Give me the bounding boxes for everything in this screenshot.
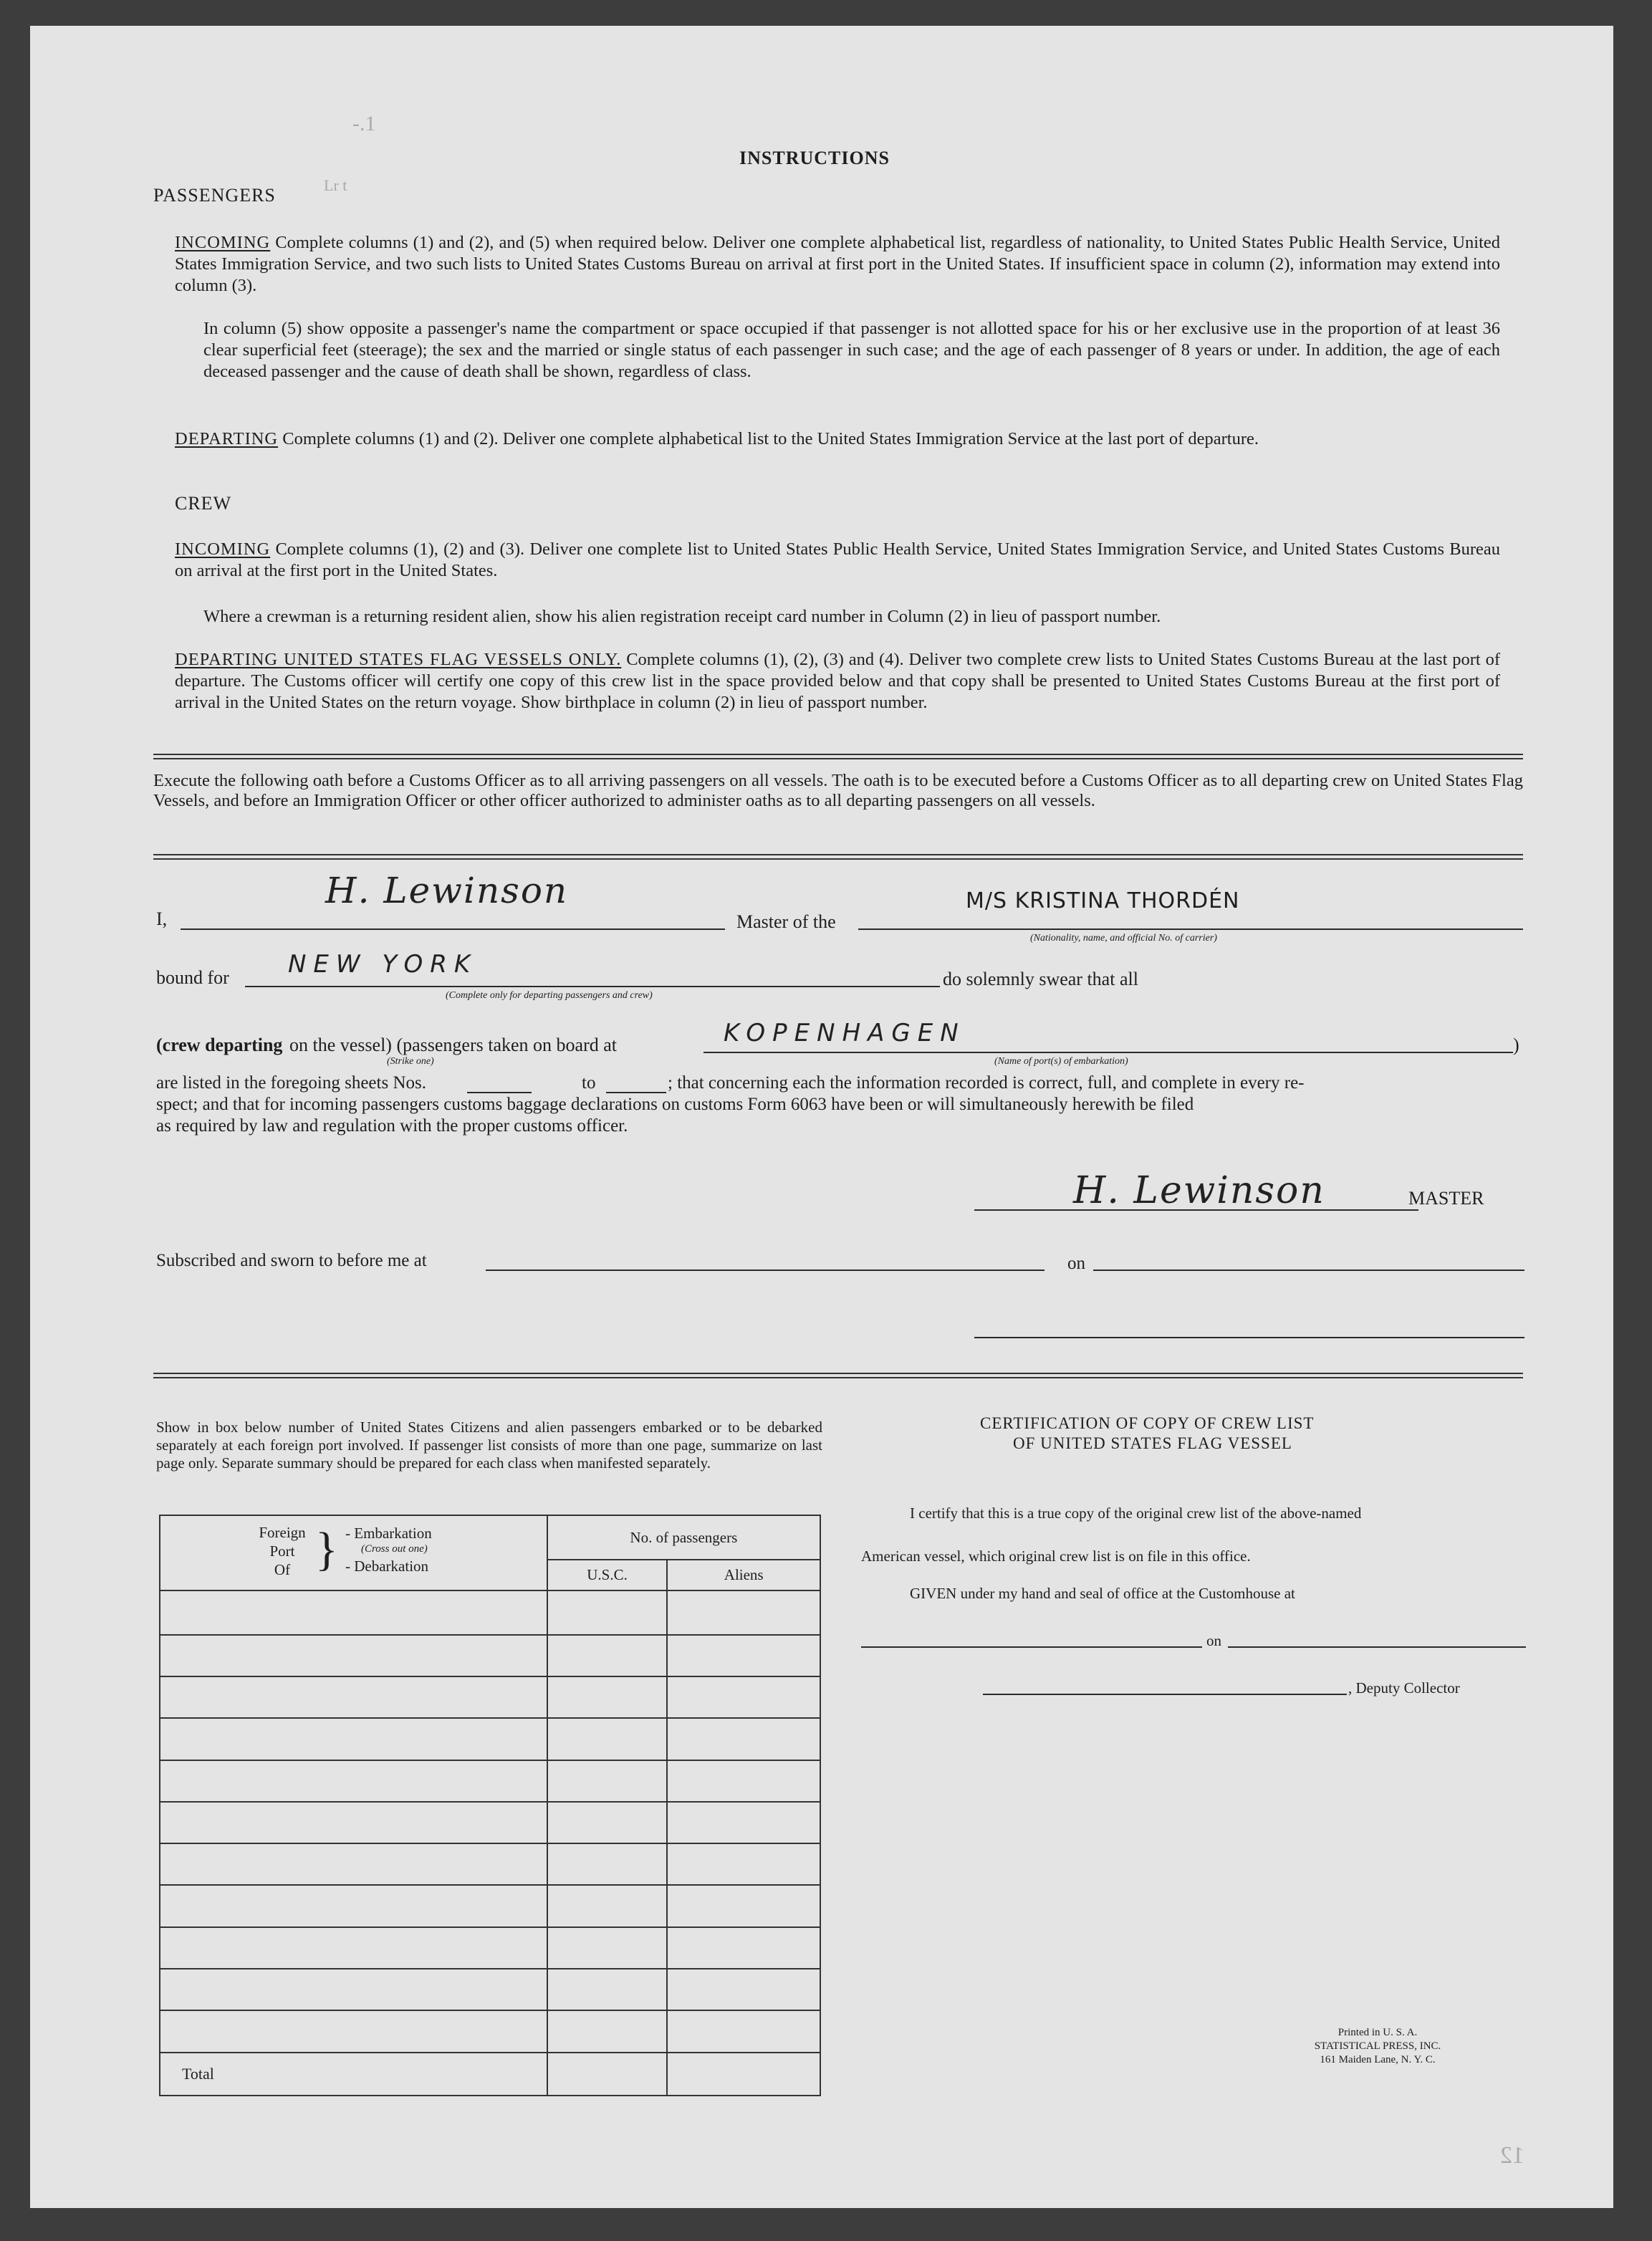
passenger-summary-table xyxy=(159,1515,821,2096)
foreign-port-header xyxy=(160,1515,547,1590)
summary-aliens-cell[interactable] xyxy=(667,1802,820,1843)
oath-i-label: I, xyxy=(156,908,168,929)
total-aliens-cell[interactable] xyxy=(667,2053,820,2096)
no-of-passengers-header: No. of passengers xyxy=(547,1515,820,1560)
divider-rule xyxy=(153,858,1523,860)
summary-port-cell[interactable] xyxy=(160,1885,547,1926)
master-of-the-label: Master of the xyxy=(736,911,836,932)
certification-title-1: CERTIFICATION OF COPY OF CREW LIST xyxy=(980,1414,1315,1432)
sheet-to-line xyxy=(606,1092,666,1093)
deputy-collector-label: , Deputy Collector xyxy=(1348,1679,1460,1697)
summary-port-cell[interactable] xyxy=(160,1760,547,1802)
officer-signature-line xyxy=(974,1337,1524,1338)
subscribed-place-line xyxy=(486,1270,1044,1271)
passengers-departing-paragraph xyxy=(175,428,1500,450)
deputy-collector-line xyxy=(983,1694,1347,1695)
divider-rule xyxy=(153,1377,1523,1378)
passengers-column5-paragraph: In column (5) show opposite a passenger's name the compartment or space occupied if that passenger is not allotted space for his or her exclusive use in the proportion of at least 36 clear superficial feet (steerage); the sex and the married or single status of each passenger in such case; and the age of each passenger of 8 years or under. In addition, the age of each deceased passenger and the cause of death shall be shown, regardless of class. xyxy=(203,319,1500,381)
summary-aliens-cell[interactable] xyxy=(667,1676,820,1718)
total-usc-cell[interactable] xyxy=(547,2053,668,2096)
listed-text-1: are listed in the foregoing sheets Nos. xyxy=(156,1073,426,1093)
page-title: INSTRUCTIONS xyxy=(739,148,890,168)
crew-resident-paragraph: Where a crewman is a returning resident alien, show his alien registration receipt card number in Column (2) in lieu of passport number. xyxy=(203,607,1161,626)
passengers-taken-option: on the vessel) (passengers taken on board at xyxy=(289,1035,618,1055)
bound-for-line xyxy=(245,986,940,987)
divider-rule xyxy=(153,758,1523,759)
page-mark-bottom: 12 xyxy=(1500,2142,1524,2169)
master-label: MASTER xyxy=(1408,1188,1484,1209)
summary-usc-cell[interactable] xyxy=(547,1885,668,1926)
passengers-incoming-text: Complete columns (1) and (2), and (5) when required below. Deliver one complete alphabetical list, regardless of nationality, to United States Public Health Service, United States Immigration Service, and two such lists to United States Customs Bureau on arrival at first port in the United States. If insufficient space in column (2), information may extend into column (3). xyxy=(175,233,1501,295)
crew-departing-paragraph xyxy=(175,649,1500,714)
printer-line-3: 161 Maiden Lane, N. Y. C. xyxy=(1320,2054,1436,2065)
passengers-incoming-label: INCOMING xyxy=(175,233,271,252)
crew-incoming-text: Complete columns (1), (2) and (3). Deliver one complete list to United States Public Health Service, United States Immigration Service, and United States Customs Bureau on arrival at the first port in the United States. xyxy=(175,539,1500,580)
divider-rule xyxy=(153,854,1523,855)
subscribed-date-line xyxy=(1093,1270,1524,1271)
summary-port-cell[interactable] xyxy=(160,1927,547,1969)
summary-port-cell[interactable] xyxy=(160,1843,547,1885)
divider-rule xyxy=(153,1373,1523,1374)
certification-on-label: on xyxy=(1206,1632,1221,1649)
listed-text-4: as required by law and regulation with the proper customs officer. xyxy=(156,1116,628,1136)
bound-for-label: bound for xyxy=(156,967,229,988)
embarkation-label: - Embarkation xyxy=(345,1525,432,1542)
foreign-port-label-3: Of xyxy=(274,1561,291,1578)
summary-usc-cell[interactable] xyxy=(547,1843,668,1885)
printer-imprint xyxy=(1288,2026,1467,2067)
listed-to-label: to xyxy=(582,1073,596,1093)
total-label: Total xyxy=(160,2053,547,2096)
summary-port-cell[interactable] xyxy=(160,1802,547,1843)
printer-line-1: Printed in U. S. A. xyxy=(1338,2027,1418,2038)
certification-text-2: American vessel, which original crew list is on file in this office. xyxy=(861,1547,1251,1565)
certification-given: GIVEN under my hand and seal of office at the Customhouse at xyxy=(910,1585,1295,1602)
summary-usc-cell[interactable] xyxy=(547,1676,668,1718)
vessel-caption: (Nationality, name, and official No. of carrier) xyxy=(1030,933,1217,944)
certification-place-line xyxy=(861,1646,1202,1648)
subscribed-label: Subscribed and sworn to before me at xyxy=(156,1251,427,1270)
summary-usc-cell[interactable] xyxy=(547,1969,668,2010)
summary-port-cell[interactable] xyxy=(160,1635,547,1676)
certification-date-line xyxy=(1228,1646,1526,1648)
crew-incoming-paragraph xyxy=(175,539,1500,582)
usc-header: U.S.C. xyxy=(547,1560,668,1590)
summary-usc-cell[interactable] xyxy=(547,1927,668,1969)
bound-for-caption: (Complete only for departing passengers and crew) xyxy=(446,990,653,1001)
crew-departing-option: (crew departing xyxy=(156,1035,283,1055)
summary-aliens-cell[interactable] xyxy=(667,2010,820,2052)
summary-aliens-cell[interactable] xyxy=(667,1760,820,1802)
aliens-header: Aliens xyxy=(667,1560,820,1590)
crew-departing-text: Complete columns (1), (2), (3) and (4). Deliver two complete crew lists to United States Customs Bureau at the last port of departure. The Customs officer will certify one copy of this crew list in the space provided below and that copy shall be presented to United States Customs Bureau at the first port of arrival in the United States on the return voyage. Show birthplace in column (2) in lieu of passport number. xyxy=(175,650,1501,712)
summary-aliens-cell[interactable] xyxy=(667,1635,820,1676)
passengers-departing-text: Complete columns (1) and (2). Deliver one complete alphabetical list to the United States Immigration Service at the last port of departure. xyxy=(282,429,1259,448)
listed-text-2: ; that concerning each the information recorded is correct, full, and complete in every re- xyxy=(668,1073,1305,1093)
debarkation-label: - Debarkation xyxy=(345,1558,429,1575)
oath-intro: Execute the following oath before a Customs Officer as to all arriving passengers on all vessels. The oath is to be executed before a Customs Officer as to all departing crew on United States Flag Vessels, and before an Immigration Officer or other officer authorized to administer oaths as to all departing passengers on all vessels. xyxy=(153,771,1523,810)
summary-port-cell[interactable] xyxy=(160,1676,547,1718)
summary-usc-cell[interactable] xyxy=(547,1760,668,1802)
page-mark-top-secondary: Lr t xyxy=(324,176,347,194)
summary-port-cell[interactable] xyxy=(160,1969,547,2010)
brace-glyph: } xyxy=(315,1523,338,1575)
summary-usc-cell[interactable] xyxy=(547,1802,668,1843)
passengers-incoming-paragraph xyxy=(175,232,1500,297)
summary-instructions: Show in box below number of United States Citizens and alien passengers embarked or to be debarked separately at each foreign port involved. If passenger list consists of more than one page, summarize on last page only. Separate summary should be prepared for each class when manifested separately. xyxy=(156,1419,822,1472)
certification-text-1: I certify that this is a true copy of the original crew list of the above-named xyxy=(910,1505,1362,1522)
strike-one-caption: (Strike one) xyxy=(387,1056,434,1067)
summary-usc-cell[interactable] xyxy=(547,1635,668,1676)
crew-departing-label: DEPARTING UNITED STATES FLAG VESSELS ONLY. xyxy=(175,650,622,669)
summary-aliens-cell[interactable] xyxy=(667,1843,820,1885)
printer-line-2: STATISTICAL PRESS, INC. xyxy=(1314,2040,1441,2052)
crew-incoming-label: INCOMING xyxy=(175,539,271,559)
vessel-stamp: M/S KRISTINA THORDÉN xyxy=(966,888,1240,913)
passengers-heading: PASSENGERS xyxy=(153,185,276,206)
summary-aliens-cell[interactable] xyxy=(667,1969,820,2010)
summary-usc-cell[interactable] xyxy=(547,1718,668,1760)
sheet-from-line xyxy=(467,1092,532,1093)
summary-aliens-cell[interactable] xyxy=(667,1718,820,1760)
passengers-departing-label: DEPARTING xyxy=(175,429,279,448)
certification-title-2: OF UNITED STATES FLAG VESSEL xyxy=(1013,1434,1292,1452)
summary-aliens-cell[interactable] xyxy=(667,1927,820,1969)
embark-port-caption: (Name of port(s) of embarkation) xyxy=(994,1056,1128,1067)
close-paren: ) xyxy=(1513,1035,1519,1055)
cross-out-caption: (Cross out one) xyxy=(361,1543,428,1555)
foreign-port-label-2: Port xyxy=(269,1542,295,1560)
summary-port-cell[interactable] xyxy=(160,2010,547,2052)
embark-port-line xyxy=(703,1052,1513,1053)
swear-text: do solemnly swear that all xyxy=(943,969,1138,989)
master-signature: H. Lewinson xyxy=(1073,1169,1325,1212)
summary-aliens-cell[interactable] xyxy=(667,1885,820,1926)
bound-for-value: NEW YORK xyxy=(288,950,478,979)
summary-usc-cell[interactable] xyxy=(547,1590,668,1635)
page-mark-top: -.1 xyxy=(352,112,376,135)
summary-aliens-cell[interactable] xyxy=(667,1590,820,1635)
master-name-line xyxy=(181,928,725,930)
summary-usc-cell[interactable] xyxy=(547,2010,668,2052)
summary-port-cell[interactable] xyxy=(160,1718,547,1760)
summary-port-cell[interactable] xyxy=(160,1590,547,1635)
subscribed-on-label: on xyxy=(1067,1254,1085,1273)
foreign-port-label-1: Foreign xyxy=(259,1524,306,1541)
crew-heading: CREW xyxy=(175,493,232,514)
embark-port-value: KOPENHAGEN xyxy=(724,1019,966,1047)
form-page xyxy=(30,26,1613,2208)
master-name-signature: H. Lewinson xyxy=(325,870,569,911)
divider-rule xyxy=(153,754,1523,755)
vessel-line xyxy=(858,928,1523,930)
listed-text-3: spect; and that for incoming passengers customs baggage declarations on customs Form 6063 have been or will simultaneously herewith be filed xyxy=(156,1095,1194,1114)
